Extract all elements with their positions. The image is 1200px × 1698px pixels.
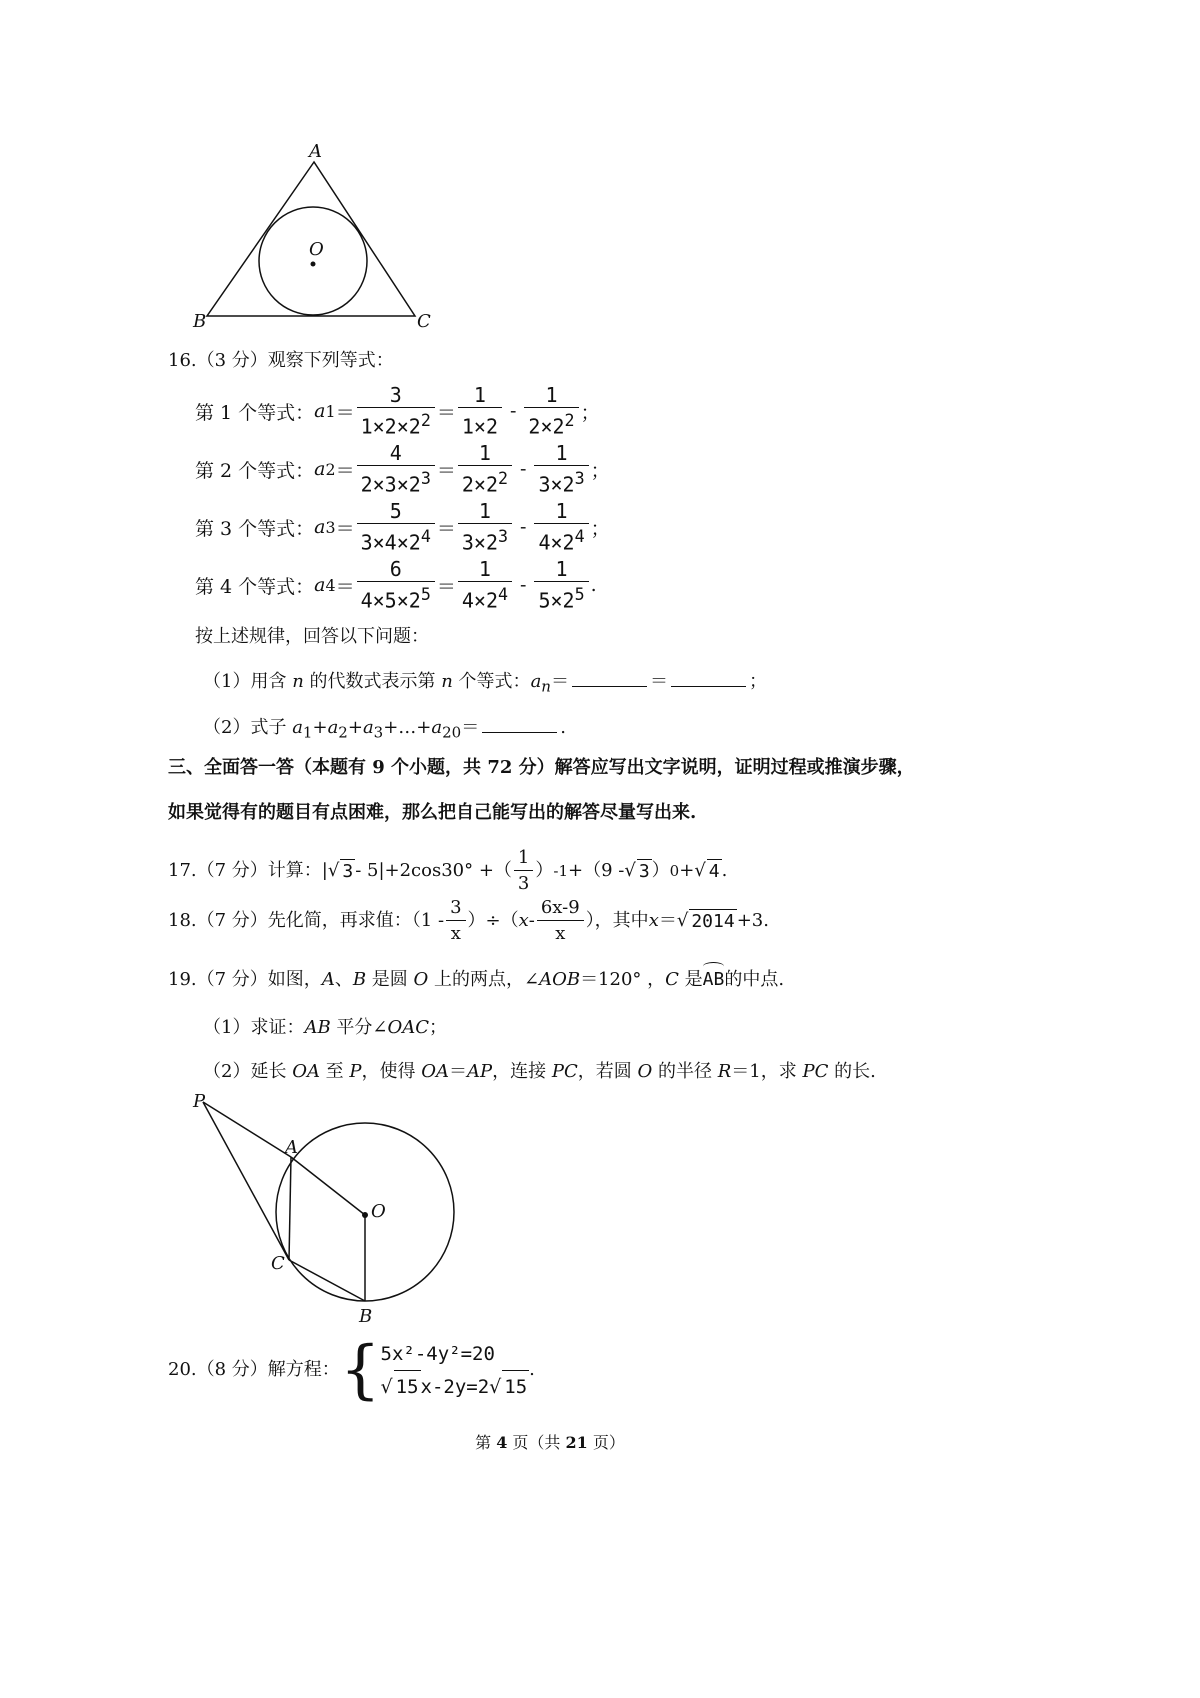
fraction: [534, 499, 588, 556]
text: ）÷（: [467, 910, 519, 931]
eq-prefix: 第 2 个等式：: [195, 459, 315, 482]
den-exp: 2: [497, 468, 509, 488]
num: 1: [458, 499, 512, 524]
den-exp: 5: [420, 584, 431, 604]
text: ＝120° ，: [580, 969, 666, 990]
figure-triangle-incircle: [185, 140, 445, 340]
text: 至: [319, 1061, 350, 1082]
den-exp: 2: [420, 410, 431, 430]
segment-cb: [289, 1260, 365, 1301]
var-a: a: [362, 717, 374, 738]
minus-sign: -: [520, 516, 527, 538]
page-number: 4: [496, 1433, 508, 1452]
section3-heading-line1: 三、全面答一答（本题有 9 个小题，共 72 分）解答应写出文字说明，证明过程或推演步骤，: [168, 757, 915, 778]
text: ，连接: [492, 1061, 552, 1082]
text: x-2y=2: [420, 1375, 490, 1398]
eq-sign: ＝: [436, 459, 456, 482]
num: 5: [357, 499, 435, 524]
text: 的长.: [828, 1061, 876, 1082]
text: ，使得: [361, 1061, 422, 1082]
den: [534, 466, 588, 498]
minus-sign: -: [509, 400, 517, 422]
dots: +…+: [383, 717, 432, 738]
den-exp: 5: [574, 584, 585, 604]
radicand: 3: [342, 860, 354, 882]
text: ）: [535, 860, 554, 881]
eq-sign: ＝: [649, 671, 668, 692]
point-o: O: [413, 969, 429, 990]
text: （1）求证：: [203, 1017, 305, 1038]
text: ）: [651, 860, 670, 881]
eq-sign: ＝: [461, 717, 480, 738]
segment-ao: [291, 1157, 365, 1215]
sub-n: n: [541, 677, 551, 696]
exponent: 0: [669, 862, 680, 880]
text: ；: [429, 1017, 448, 1038]
equation-2: [381, 1370, 530, 1403]
text: +（9 -: [568, 860, 625, 881]
den-base: 4×2: [538, 530, 575, 555]
text: 页）: [587, 1433, 625, 1452]
den-base: 2×2: [528, 414, 565, 439]
var-a: a: [327, 717, 339, 738]
radicand: 4: [708, 860, 720, 882]
point-c: C: [665, 969, 679, 990]
text: ，若圆: [577, 1061, 638, 1082]
text: - 5|+2cos30° +（: [355, 860, 512, 881]
segment: PC: [551, 1061, 578, 1082]
center-dot: [362, 1212, 368, 1218]
eq-var: a: [314, 516, 326, 538]
text: ＝1，求: [731, 1061, 803, 1082]
eq-sign: ＝: [335, 517, 355, 540]
fraction: [514, 846, 533, 897]
q19-part2: [203, 1060, 876, 1084]
text: 是圆: [366, 969, 414, 990]
sub: 2: [338, 723, 348, 742]
point-p: P: [349, 1061, 362, 1082]
radicand: 15: [502, 1370, 529, 1403]
text: （2）式子: [203, 717, 293, 738]
text: （2）延长: [203, 1061, 293, 1082]
page-footer: [0, 1431, 1100, 1455]
den: [357, 582, 435, 614]
answer-blank-1[interactable]: [572, 668, 647, 687]
q16-header: 16.（3 分）观察下列等式：: [168, 350, 394, 371]
eq-end: ；: [590, 517, 610, 540]
eq-sign: ＝: [550, 671, 569, 692]
sqrt-icon: √: [694, 860, 706, 881]
segment: AP: [467, 1061, 493, 1082]
equation-1: 5x²-4y²=20: [380, 1342, 495, 1365]
text: ＝: [449, 1061, 468, 1082]
text: 、: [334, 969, 353, 990]
num: 1: [458, 557, 512, 582]
center-dot: [311, 262, 316, 267]
fraction: [446, 896, 465, 947]
plus: +: [312, 717, 328, 738]
eq-sign: ＝: [335, 401, 355, 424]
page-total: 21: [565, 1433, 588, 1452]
point-b: B: [352, 969, 367, 990]
fraction: [357, 383, 435, 440]
q16-equation-3: [195, 498, 610, 556]
den-base: 4×5×2: [360, 588, 421, 613]
num: 3: [446, 896, 465, 921]
q16-part1: [203, 668, 767, 699]
text: -: [528, 910, 535, 931]
var-a: a: [292, 717, 303, 738]
label-b: B: [359, 1306, 373, 1327]
segment-ac: [289, 1157, 291, 1260]
label-a: A: [285, 1137, 298, 1158]
text: 的代数式表示第: [303, 671, 442, 692]
var-n: n: [441, 671, 453, 692]
den-base: 4×2: [461, 588, 498, 613]
num: 6: [357, 557, 435, 582]
den: [524, 408, 578, 440]
text: 第: [475, 1433, 497, 1452]
den: [458, 408, 502, 440]
fraction: [458, 441, 512, 498]
text: +3.: [736, 910, 769, 931]
den-exp: 3: [574, 468, 585, 488]
segment-pa: [203, 1102, 291, 1157]
angle-oac: OAC: [387, 1017, 430, 1038]
text: 19.（7 分）如图，: [168, 969, 322, 990]
radicand: 2014: [691, 910, 735, 932]
eq-var: a: [314, 458, 326, 480]
fraction: [534, 557, 588, 614]
fraction: [357, 441, 435, 498]
eq-sign: ＝: [436, 575, 456, 598]
left-brace-icon: {: [339, 1333, 381, 1407]
q20: [168, 1335, 535, 1405]
label-c: C: [417, 311, 431, 332]
den: [357, 466, 435, 498]
den: [534, 524, 588, 556]
den-exp: 4: [574, 526, 585, 546]
text: 上的两点，∠: [428, 969, 540, 990]
num: 4: [357, 441, 435, 466]
text: .: [560, 717, 566, 738]
text: .: [529, 1359, 535, 1380]
eq-prefix: 第 4 个等式：: [195, 575, 315, 598]
eq-sign: ＝: [335, 459, 355, 482]
label-a: A: [309, 141, 322, 162]
text: ＝: [658, 910, 677, 931]
fraction: [537, 896, 584, 947]
den: [357, 524, 435, 556]
eq-var: a: [314, 400, 326, 422]
num: 3: [357, 383, 435, 408]
eq-end: ；: [590, 459, 610, 482]
num: 1: [534, 441, 588, 466]
eq-sub: 4: [325, 575, 336, 595]
fraction: [534, 441, 588, 498]
num: 1: [534, 499, 588, 524]
eq-sign: ＝: [436, 517, 456, 540]
den-exp: 3: [420, 468, 431, 488]
label-p: P: [193, 1091, 206, 1112]
section3-heading-line2: 如果觉得有的题目有点困难，那么把自己能写出的解答尽量写出来.: [168, 802, 697, 823]
label-c: C: [271, 1253, 285, 1274]
var-a: a: [530, 671, 542, 692]
sqrt-icon: √: [489, 1375, 502, 1398]
num: 1: [514, 846, 533, 871]
den: [458, 466, 512, 498]
q19-stem: [168, 968, 784, 992]
equation-system: [381, 1338, 530, 1403]
num: 6x-9: [537, 896, 584, 921]
radius-r: R: [717, 1061, 732, 1082]
answer-blank-3[interactable]: [482, 714, 557, 733]
den-exp: 4: [420, 526, 431, 546]
text: 17.（7 分）计算：|: [168, 860, 328, 881]
q16-part2: [203, 714, 566, 745]
eq-end: .: [590, 574, 597, 596]
minus-sign: -: [520, 574, 527, 596]
den-base: 1×2: [461, 414, 498, 439]
segment: OA: [421, 1061, 450, 1082]
plus: +: [347, 717, 363, 738]
sub: 20: [442, 723, 462, 742]
text: 18.（7 分）先化简，再求值：（1 -: [168, 910, 445, 931]
num: 1: [458, 441, 512, 466]
sqrt-icon: √: [624, 860, 636, 881]
den-exp: 4: [497, 584, 509, 604]
text: 的半径: [652, 1061, 718, 1082]
var-x: x: [648, 910, 659, 931]
q16-equation-1: [195, 382, 600, 440]
den-base: 2×2: [461, 472, 498, 497]
num: 1: [524, 383, 578, 408]
answer-blank-2[interactable]: [671, 668, 746, 687]
text: （1）用含: [203, 671, 293, 692]
text: +: [679, 860, 695, 881]
den-base: 1×2×2: [360, 414, 421, 439]
eq-end: ；: [580, 401, 600, 424]
angle-aob: AOB: [539, 969, 581, 990]
den: [357, 408, 435, 440]
q16-equation-2: [195, 440, 610, 498]
eq-prefix: 第 1 个等式：: [195, 401, 315, 424]
eq-sub: 1: [325, 401, 336, 421]
den-base: 5×2: [538, 588, 575, 613]
text: 页（共: [507, 1433, 566, 1452]
label-b: B: [193, 311, 207, 332]
var-x: x: [518, 910, 529, 931]
eq-prefix: 第 3 个等式：: [195, 517, 315, 540]
sqrt-icon: √: [327, 860, 340, 881]
den: [534, 582, 588, 614]
fraction: [357, 557, 435, 614]
den-base: 3×2: [461, 530, 498, 555]
segment-pc: [203, 1102, 289, 1260]
label-o: O: [371, 1201, 386, 1222]
var-n: n: [292, 671, 304, 692]
den: 3: [517, 872, 530, 894]
den-base: 3×2: [538, 472, 575, 497]
q16-instruction: 按上述规律，回答以下问题：: [195, 626, 429, 647]
eq-sign: ＝: [436, 401, 456, 424]
sub: 3: [373, 723, 384, 742]
fraction: [458, 499, 512, 556]
text: 20.（8 分）解方程：: [168, 1359, 340, 1380]
q18: [168, 896, 769, 946]
q16-equation-4: [195, 556, 597, 614]
num: 1: [534, 557, 588, 582]
text: 个等式：: [452, 671, 531, 692]
fraction: [357, 499, 435, 556]
text: 平分∠: [330, 1017, 388, 1038]
eq-sub: 2: [325, 459, 336, 479]
eq-var: a: [314, 574, 326, 596]
exponent: -1: [553, 862, 568, 880]
sub: 1: [302, 723, 313, 742]
segment: PC: [802, 1061, 829, 1082]
sqrt-icon: √: [676, 910, 689, 931]
den: x: [450, 922, 461, 944]
eq-sign: ＝: [335, 575, 355, 598]
var-a: a: [431, 717, 443, 738]
fraction: [458, 383, 502, 440]
fraction: [458, 557, 512, 614]
q19-part1: [203, 1016, 447, 1040]
label-o: O: [309, 239, 324, 260]
den: [458, 582, 512, 614]
den-base: 3×4×2: [360, 530, 421, 555]
radicand: 15: [394, 1370, 421, 1403]
radicand: 3: [638, 860, 650, 882]
point-a: A: [321, 969, 335, 990]
figure-circle-pacob: [185, 1085, 475, 1330]
point-o: O: [637, 1061, 653, 1082]
text: ），其中: [585, 910, 649, 931]
eq-sub: 3: [325, 517, 336, 537]
segment: OA: [292, 1061, 320, 1082]
den-exp: 2: [564, 410, 575, 430]
text: .: [721, 860, 728, 881]
text: 的中点.: [724, 969, 785, 990]
den: x: [555, 922, 566, 944]
text: ；: [748, 671, 767, 692]
den-exp: 3: [497, 526, 509, 546]
sqrt-icon: √: [380, 1375, 393, 1398]
num: 1: [458, 383, 502, 408]
text: 是: [678, 969, 703, 990]
den-base: 2×3×2: [360, 472, 421, 497]
minus-sign: -: [520, 458, 527, 480]
q17: [168, 846, 727, 896]
den: [458, 524, 512, 556]
segment-ab: AB: [304, 1017, 331, 1038]
fraction: [524, 383, 578, 440]
incircle: [259, 207, 367, 315]
arc-ab: AB: [702, 969, 725, 990]
